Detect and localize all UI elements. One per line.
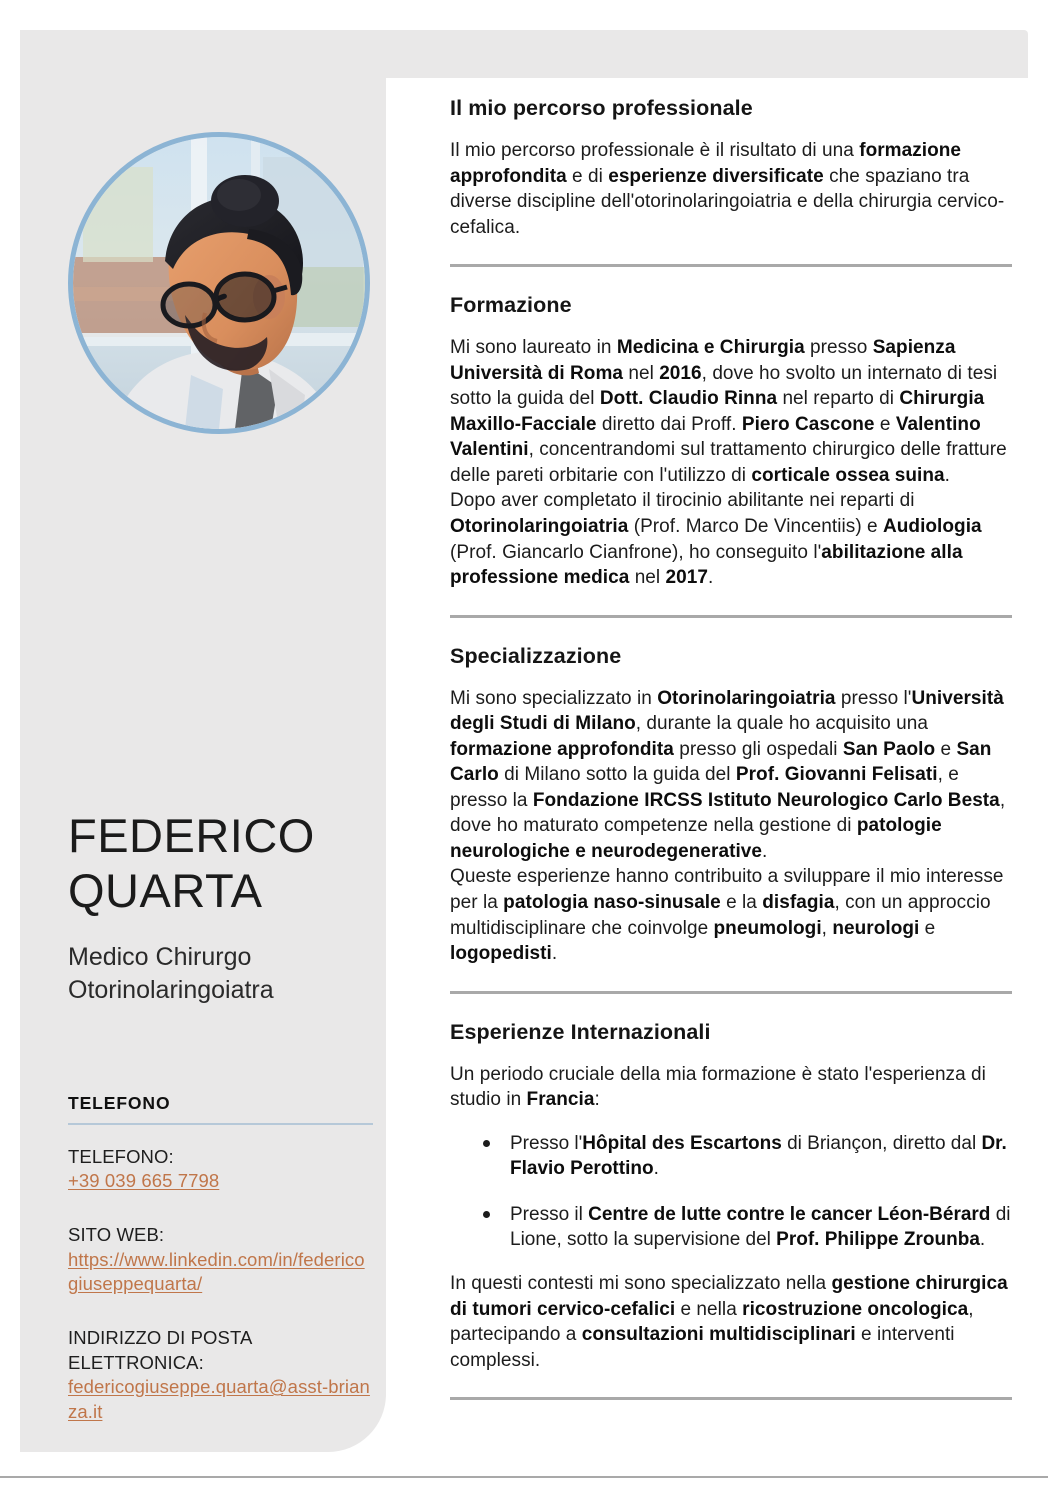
- bullet-dot-icon: [483, 1211, 490, 1218]
- international-experience-list: [450, 1131, 1012, 1253]
- page-bottom-rule: [0, 1476, 1048, 1478]
- section-title-internazionali: Esperienze Internazionali: [450, 1019, 711, 1044]
- first-name: FEDERICO: [68, 809, 315, 862]
- section-paragraph: Dopo aver completato il tirocinio abilitante nei reparti di Otorinolaringoiatria (Prof. Marco De Vincentiis) e Audiologia (Prof. Giancarlo Cianfrone), ho conseguito l'abilitazione alla professione medica nel 2017.: [450, 490, 982, 589]
- section-formazione: [450, 293, 1012, 590]
- section-divider: [450, 991, 1012, 994]
- section-paragraph: Mi sono specializzato in Otorinolaringoiatria presso l'Università degli Studi di Milano, durante la quale ho acquisito una formazione approfondita presso gli ospedali San Paolo e San Carlo di Milano sotto la guida del Prof. Giovanni Felisati, e presso la Fondazione IRCSS Istituto Neurologico Carlo Besta, dove ho maturato competenze nella gestione di patologie neurologiche e neurodegenerative.: [450, 687, 1006, 862]
- contact-item-email: [68, 1326, 373, 1424]
- email-label: INDIRIZZO DI POSTA ELETTRONICA:: [68, 1327, 252, 1373]
- main-content: [450, 96, 1012, 1426]
- list-item: [510, 1131, 1012, 1182]
- contact-item-website: [68, 1223, 373, 1297]
- section-title-formazione: Formazione: [450, 293, 572, 318]
- sidebar: [20, 30, 386, 1452]
- list-item: [510, 1202, 1012, 1253]
- list-item-text: Presso il Centre de lutte contre le cancer Léon-Bérard di Lione, sotto la supervisione del Prof. Philippe Zrounba.: [510, 1203, 1011, 1251]
- section-paragraph: Il mio percorso professionale è il risultato di una formazione approfondita e di esperienze diversificate che spaziano tra diverse discipline dell'otorinolaringoiatria e della chirurgia cervico-cefalica.: [450, 140, 1005, 238]
- website-link[interactable]: https://www.linkedin.com/in/federicogiuseppequarta/: [68, 1248, 365, 1295]
- section-divider: [450, 615, 1012, 618]
- list-item-text: Presso l'Hôpital des Escartons di Briançon, diretto dal Dr. Flavio Perottino.: [510, 1132, 1007, 1180]
- section-intro: Un periodo cruciale della mia formazione è stato l'esperienza di studio in Francia:: [450, 1063, 986, 1111]
- job-title-line1: Medico Chirurgo: [68, 942, 252, 971]
- contact-item-phone: [68, 1145, 373, 1194]
- contact-section: [68, 1093, 373, 1454]
- avatar: [68, 132, 370, 434]
- job-title: [68, 941, 378, 1008]
- job-title-line2: Otorinolaringoiatra: [68, 976, 274, 1005]
- phone-label: TELEFONO:: [68, 1146, 174, 1167]
- section-specializzazione: [450, 644, 1012, 967]
- contact-section-heading: TELEFONO: [68, 1093, 373, 1125]
- email-link[interactable]: federicogiuseppe.quarta@asst-brianza.it: [68, 1375, 370, 1422]
- section-divider: [450, 264, 1012, 267]
- page-title: [68, 808, 378, 919]
- phone-link[interactable]: +39 039 665 7798: [68, 1170, 220, 1192]
- section-esperienze-internazionali: [450, 1020, 1012, 1373]
- section-title-percorso: Il mio percorso professionale: [450, 96, 753, 120]
- section-divider: [450, 1397, 1012, 1400]
- website-label: SITO WEB:: [68, 1224, 165, 1246]
- last-name: QUARTA: [68, 864, 263, 918]
- section-paragraph: Queste esperienze hanno contribuito a sviluppare il mio interesse per la patologia naso-sinusale e la disfagia, con un approccio multidisciplinare che coinvolge pneumologi, neurologi e logopedisti.: [450, 866, 1004, 965]
- section-title-specializzazione: Specializzazione: [450, 643, 622, 668]
- name-block: [68, 808, 378, 1008]
- bullet-dot-icon: [483, 1140, 490, 1147]
- section-closing: In questi contesti mi sono specializzato nella gestione chirurgica di tumori cervico-cefalici e nella ricostruzione oncologica, partecipando a consultazioni multidisciplinari e interventi complessi.: [450, 1272, 1008, 1371]
- section-paragraph: Mi sono laureato in Medicina e Chirurgia presso Sapienza Università di Roma nel 2016, dove ho svolto un internato di tesi sotto la guida del Dott. Claudio Rinna nel reparto di Chirurgia Maxillo-Facciale diretto dai Proff. Piero Cascone e Valentino Valentini, concentrandomi sul trattamento chirurgico delle fratture delle pareti orbitarie con l'utilizzo di corticale ossea suina.: [450, 337, 1007, 486]
- profile-photo: [73, 137, 365, 429]
- section-percorso: [450, 96, 1012, 240]
